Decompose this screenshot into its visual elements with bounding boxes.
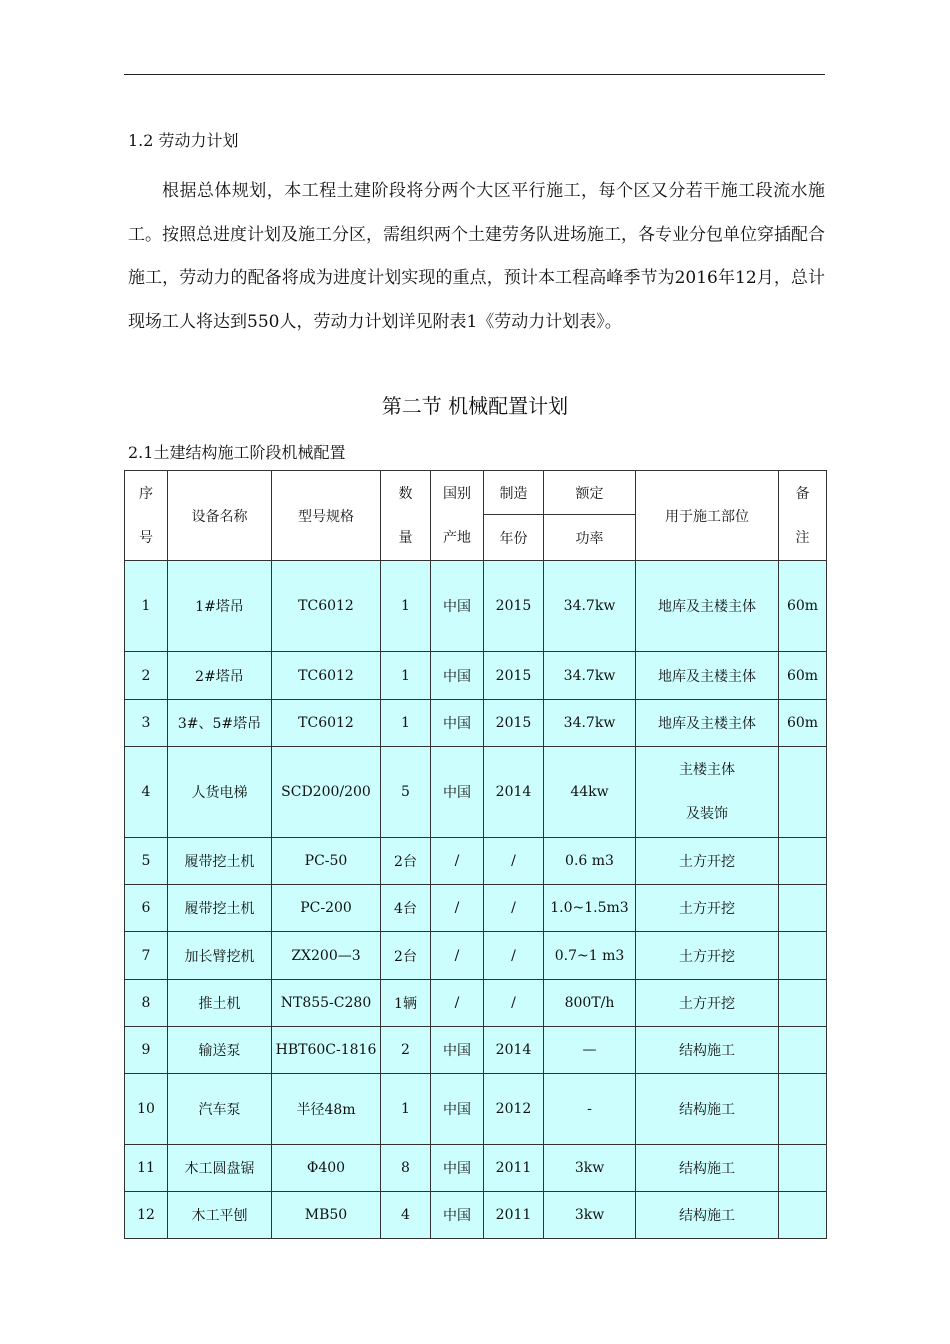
header-seq: 序 号 <box>125 471 168 561</box>
header-power-top: 额定 <box>544 471 636 515</box>
table-row: 1 1#塔吊 TC6012 1 中国 2015 34.7kw 地库及主楼主体 60m <box>125 561 827 652</box>
table-row: 3 3#、5#塔吊 TC6012 1 中国 2015 34.7kw 地库及主楼主体 60m <box>125 700 827 747</box>
header-note: 备 注 <box>779 471 827 561</box>
table-row: 8 推土机 NT855-C280 1辆 / / 800T/h 土方开挖 <box>125 980 827 1027</box>
header-power-bottom: 功率 <box>544 515 636 561</box>
header-name: 设备名称 <box>168 471 272 561</box>
header-year-top: 制造 <box>484 471 544 515</box>
table-subheading: 2.1土建结构施工阶段机械配置 <box>128 443 346 462</box>
header-country: 国别 产地 <box>431 471 484 561</box>
header-model: 型号规格 <box>272 471 381 561</box>
table-row: 10 汽车泵 半径48m 1 中国 2012 - 结构施工 <box>125 1074 827 1145</box>
paragraph-text: 根据总体规划，本工程土建阶段将分两个大区平行施工，每个区又分若干施工段流水施工。按照总进度计划及施工分区，需组织两个土建劳务队进场施工，各专业分包单位穿插配合施工，劳动力的配备将成为进度计划实现的重点，预计本工程高峰季节为2016年12月，总计现场工人将达到550人，劳动力计划详见附表1《劳动力计划表》。 <box>128 181 825 332</box>
table-row: 12 木工平刨 MB50 4 中国 2011 3kw 结构施工 <box>125 1192 827 1239</box>
header-rule <box>124 74 825 75</box>
header-year-bottom: 年份 <box>484 515 544 561</box>
table-row: 6 履带挖土机 PC-200 4台 / / 1.0~1.5m3 土方开挖 <box>125 885 827 932</box>
table-row: 9 输送泵 HBT60C-1816 2 中国 2014 — 结构施工 <box>125 1027 827 1074</box>
body-paragraph <box>128 170 825 344</box>
table-row: 4 人货电梯 SCD200/200 5 中国 2014 44kw 主楼主体 及装饰 <box>125 747 827 838</box>
table-row: 11 木工圆盘锯 Φ400 8 中国 2011 3kw 结构施工 <box>125 1145 827 1192</box>
section-heading: 1.2 劳动力计划 <box>128 131 239 150</box>
section-title: 第二节 机械配置计划 <box>381 394 569 418</box>
machinery-table <box>124 470 827 1239</box>
table-row: 7 加长臂挖机 ZX200—3 2台 / / 0.7~1 m3 土方开挖 <box>125 932 827 980</box>
table-row: 5 履带挖土机 PC-50 2台 / / 0.6 m3 土方开挖 <box>125 838 827 885</box>
table-row: 2 2#塔吊 TC6012 1 中国 2015 34.7kw 地库及主楼主体 60m <box>125 652 827 700</box>
header-usage: 用于施工部位 <box>636 471 779 561</box>
header-qty: 数 量 <box>381 471 431 561</box>
